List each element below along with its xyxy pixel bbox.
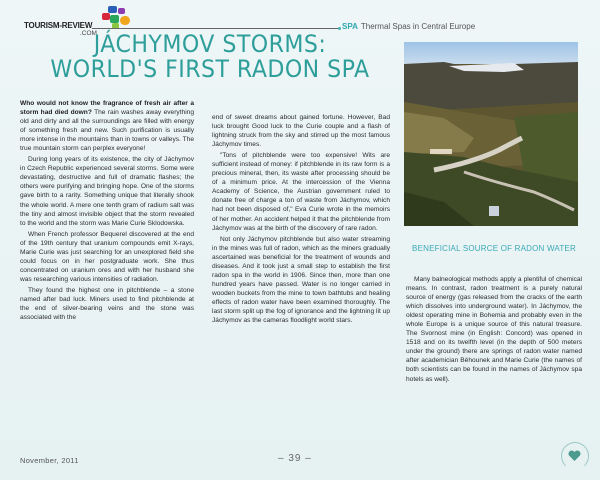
issue-date: November, 2011 xyxy=(20,456,79,465)
section-tag: SPA xyxy=(342,22,358,31)
spa-badge-icon xyxy=(561,442,589,470)
section-header xyxy=(342,22,475,31)
article-column-3 xyxy=(406,275,582,386)
article-title-line-2: WORLD'S FIRST RADON SPA xyxy=(50,55,370,83)
article-title-line-1: JÁCHYMOV STORMS: xyxy=(93,30,327,58)
paragraph: end of sweet dreams about gained fortune. However, Bad luck brought Good luck to the Curie couple and a flash of lightning struck from the sky and stirred up the most famous Jáchymov times. xyxy=(212,114,390,149)
section-title: Thermal Spas in Central Europe xyxy=(360,22,476,31)
jachymov-valley-photo xyxy=(404,42,578,226)
article-title xyxy=(20,32,400,82)
landscape-image xyxy=(404,42,578,226)
logo-text: TOURISM-REVIEW xyxy=(24,21,93,30)
logo-mark-icon xyxy=(98,6,132,30)
lead-paragraph xyxy=(20,99,194,153)
heart-icon xyxy=(568,450,581,461)
paragraph: Not only Jáchymov pitchblende but also water streaming in the mines was full of radon, which as the miners gradually ascertained was beneficial for the treatment of wounds and diseases. And it took just a small step to establish the first radon spa in the world in 1906. Since then, more than one hundred years have passed. Water is no longer carried in wooden buckets from the mine to town bathtubs and healing effects of radon water have been examined thoroughly. The last storm split up the fog of ignorance and the lightning lit up Jáchymov as the cameras floodlight world stars. xyxy=(212,235,390,325)
paragraph: Many balneological methods apply a plentiful of chemical means. In contrast, radon treatment is a purely natural source of energy (gas released from the cracks of the earth which dissolves into underground water). In Jáchymov, the oldest operating mine in Bohemia and probably even in the whole Europe is a unique source of this natural treasure. The Svornost mine (in English: Concord) was opened in 1518 and on its twelfth level (in the depth of 500 meters under the ground) there are springs of radon water named after academician Běhounek and Marie Curie (the names of both scientists can be found in the names of Jáchymov spa hotels as well). xyxy=(406,276,582,383)
paragraph: During long years of its existence, the city of Jáchymov in Czech Republic experienced several storms. Some were devastating, destructive and full of dramatic flashes; the others were purifying and bringing hope. One of the storms gave birth to a rarity. Something unique that literally shook the whole world. A mere one tenth gram of radium salt was the tiny and almost invisible object that the storm revealed to the world and the storm was Marie Curie Sklodowska. xyxy=(20,156,194,227)
paragraph: When French professor Bequerel discovered at the end of the 19th century that uranium compounds emit X-rays, Marie Curie was just searching for an unexplored field she could focus on in her postgraduate work. She thus concentrated on uranium ores and with her husband she was researching various intensities of radiation. xyxy=(20,230,194,283)
paragraph: They found the highest one in pitchblende – a stone named after bad luck. Miners used to find pitchblende at the end of silver-bearing veins and the stone was associated with the xyxy=(20,286,194,322)
lead-rest: The rain washes away everything old and dirty and all the surroundings are filled with energy of something fresh and new. Such purification is usually more intense in the mountains than in towns or valleys. The true mountain storm can perplex everyone! xyxy=(20,109,194,153)
logo-suffix: .COM xyxy=(80,30,97,37)
article-column-1 xyxy=(20,99,194,324)
header-divider xyxy=(92,28,339,29)
paragraph: "Tons of pitchblende were too expensive! Wits are sufficient instead of money: if pitchblende in its raw form is a precious mineral, then, its waste after processing should be of a minimum price. At the intercession of the Vienna Academy of Science, the Austrian government ruled to donate free of charge a ton of waste from Jáchymov, which had not been disposed of," Eva Curie wrote in the memoirs of her mother. An accident helped it that the pitchblende from Jáchymov was at the birth of the discovery of rare radon. xyxy=(212,152,390,232)
lead-bold: Who would not know the fragrance of fresh air after a storm had died down? xyxy=(20,100,194,117)
page-number: – 39 – xyxy=(278,453,312,464)
article-column-2 xyxy=(212,113,390,327)
section-subheading: BENEFICIAL SOURCE OF RADON WATER xyxy=(412,244,576,253)
